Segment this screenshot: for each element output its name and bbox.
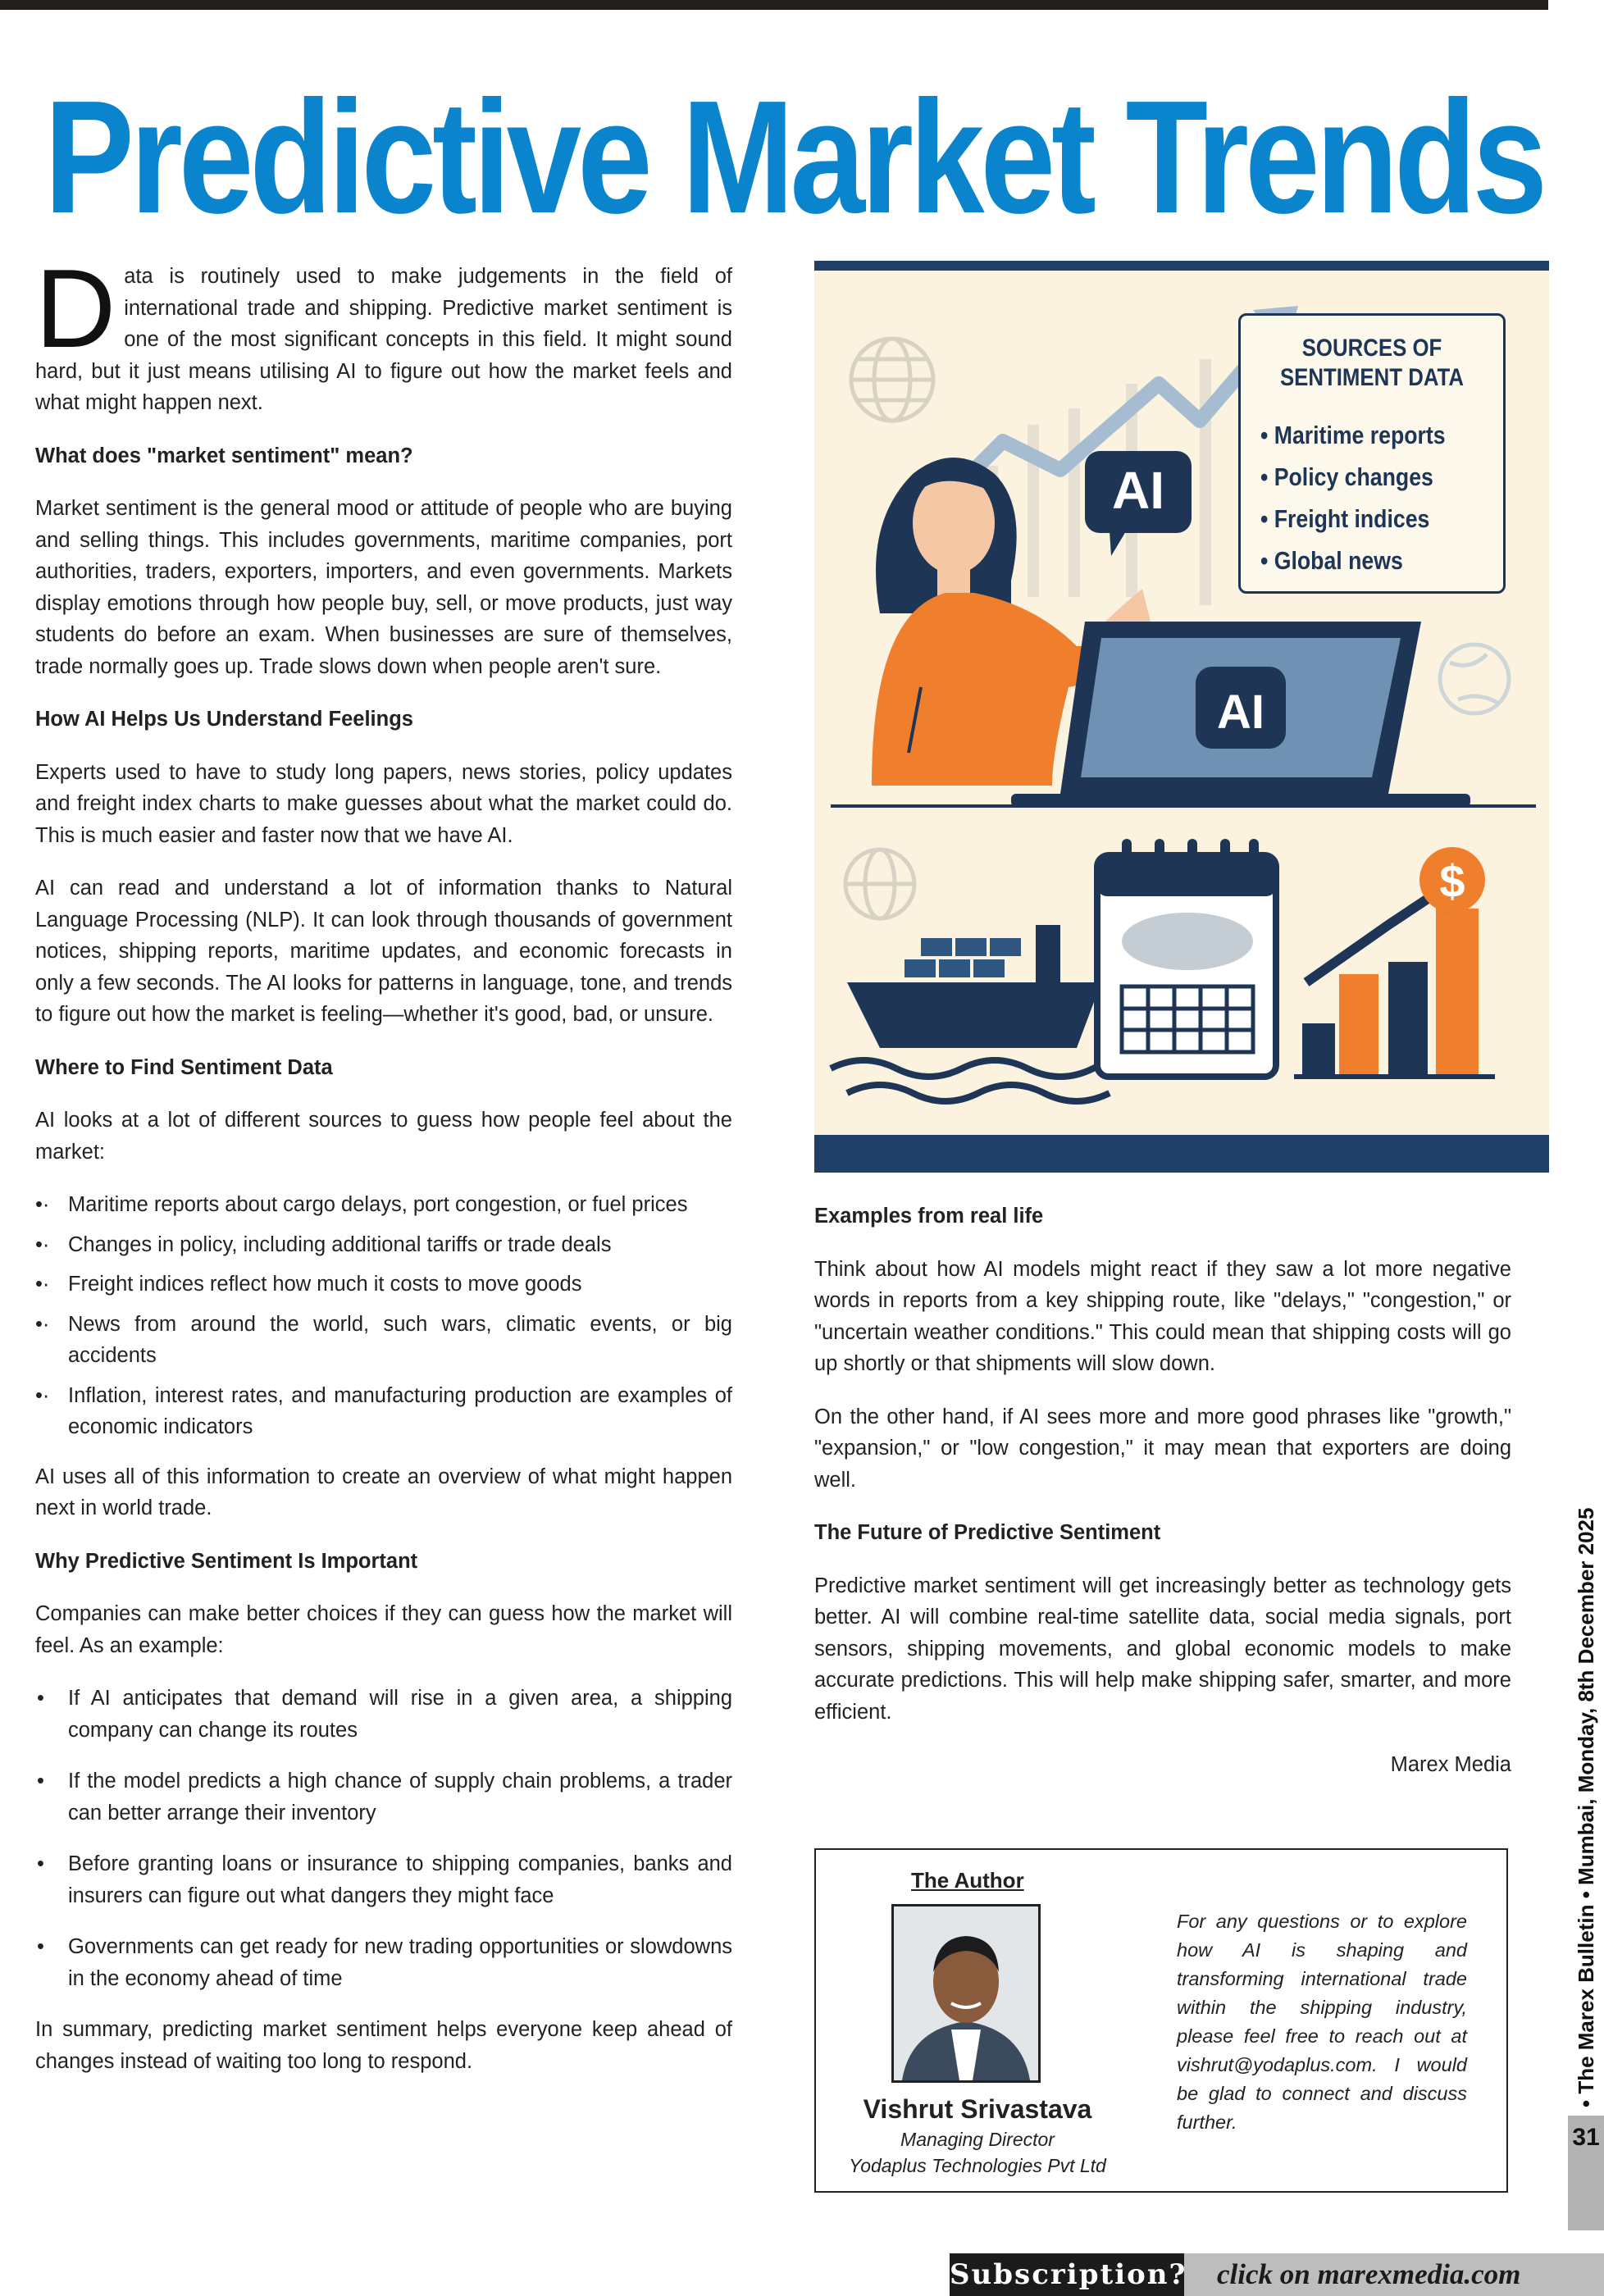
svg-text:AI: AI: [1112, 461, 1164, 520]
subscription-link[interactable]: click on marexmedia.com: [1217, 2258, 1521, 2290]
paragraph-summary: In summary, predicting market sentiment helps everyone keep ahead of changes instead of waiting too long to respond.: [35, 2018, 732, 2073]
heading-future: The Future of Predictive Sentiment: [814, 1521, 1161, 1544]
author-name: Vishrut Srivastava: [863, 2094, 1092, 2124]
paragraph-examples-1: Think about how AI models might react if they saw a lot more negative words in reports from a key shipping route, like "delays," "congestion," or "uncertain weather conditions." This could mean that shipping costs will go up shortly or that shipments will slow down.: [814, 1257, 1511, 1375]
calendar-icon: [1097, 839, 1276, 1077]
article-signature: Marex Media: [1390, 1753, 1511, 1776]
drop-cap: D: [35, 246, 116, 371]
paragraph-examples-2: On the other hand, if AI sees more and more good phrases like "growth," "expansion," or "low congestion," it may mean that exporters are doing well.: [814, 1405, 1511, 1492]
sources-list: [35, 1189, 732, 1443]
paragraph-future: Predictive market sentiment will get increasingly better as technology gets better. AI will combine real-time satellite data, social media signals, port sensors, shipping movements, and global economic models to make accurate predictions. This will help make shipping safer, smarter, and more efficient.: [814, 1574, 1511, 1724]
source-item: • Global news: [1260, 540, 1446, 581]
globe-icon: [845, 850, 914, 918]
paragraph-ai-helps-2: AI can read and understand a lot of information thanks to Natural Language Processing (NLP). It can look through thousands of government notices, shipping reports, maritime updates, and economic forecasts in only a few seconds. The AI looks for patterns in language, tone, and trends to figure out how the market is feeling—whether it's good, bad, or unsure.: [35, 877, 732, 1026]
sources-box-title: SOURCES OF SENTIMENT DATA: [1279, 335, 1465, 391]
growth-chart-icon: [1294, 847, 1495, 1077]
paragraph-market-sentiment: Market sentiment is the general mood or attitude of people who are buying and selling things. This includes governments, maritime companies, port authorities, traders, exporters, importers, and even governments. Markets display emotions through how people buy, sell, or move products, just way students do before an exam. When businesses are sure of themselves, trade normally goes up. Trade slows down when people aren't sure.: [35, 497, 732, 678]
list-item: • If AI anticipates that demand will rise in a given area, a shipping company can change its routes: [35, 1683, 732, 1746]
author-contact-note: For any questions or to explore how AI is shaping and transforming international trade within the shipping industry, please feel free to reach out at vishrut@yodaplus.com. I would be glad to connect and discuss further.: [1177, 1911, 1467, 2133]
heading-ai-helps: How AI Helps Us Understand Feelings: [35, 708, 413, 731]
list-item: • Before granting loans or insurance to shipping companies, banks and insurers can figure out what dangers they might face: [35, 1848, 732, 1911]
right-column: [814, 1200, 1511, 1781]
left-column: [35, 246, 732, 2098]
heading-why-important: Why Predictive Sentiment Is Important: [35, 1549, 418, 1573]
list-item: •· Maritime reports about cargo delays, port congestion, or fuel prices: [35, 1189, 732, 1221]
list-item: • Governments can get ready for new trading opportunities or slowdowns in the economy ahead of time: [35, 1931, 732, 1994]
list-item: •· Changes in policy, including additional tariffs or trade deals: [35, 1229, 732, 1261]
heading-where-data: Where to Find Sentiment Data: [35, 1055, 333, 1079]
intro-paragraph: Data is routinely used to make judgements in the field of international trade and shipping. Predictive market sentiment is one of the most significant concepts in this field. It might sound hard, but it just means utilising AI to figure out how the market feels and what might happen next.: [35, 246, 732, 414]
paragraph-ai-helps-1: Experts used to have to study long papers, news stories, policy updates and freight index charts to make guesses about what the market could do. This is much easier and faster now that we have AI.: [35, 760, 732, 847]
paragraph-where-data-2: AI uses all of this information to create an overview of what might happen next in world trade.: [35, 1465, 732, 1519]
ai-sentiment-illustration: [814, 261, 1549, 1173]
globe-icon: [851, 339, 933, 421]
svg-text:AI: AI: [1217, 686, 1265, 739]
list-item: •· Freight indices reflect how much it costs to move goods: [35, 1269, 732, 1301]
author-role: Managing Director: [900, 2129, 1055, 2150]
list-item: • If the model predicts a high chance of supply chain problems, a trader can better arrange their inventory: [35, 1765, 732, 1829]
author-company: Yodaplus Technologies Pvt Ltd: [849, 2155, 1106, 2176]
ai-chat-icon: [1085, 451, 1192, 556]
subscription-button[interactable]: Subscription?: [950, 2253, 1184, 2296]
sources-box-list: [1260, 414, 1446, 581]
source-item: • Maritime reports: [1260, 414, 1446, 456]
list-item: •· News from around the world, such wars, climatic events, or big accidents: [35, 1309, 732, 1372]
author-heading: The Author: [911, 1868, 1024, 1893]
examples-list: [35, 1683, 732, 1994]
svg-text:$: $: [1439, 855, 1465, 907]
list-item: •· Inflation, interest rates, and manufacturing production are examples of economic indicators: [35, 1380, 732, 1443]
sources-box: [1238, 313, 1506, 594]
page-number: 31: [1572, 2124, 1600, 2151]
paragraph-where-data: AI looks at a lot of different sources to guess how people feel about the market:: [35, 1109, 732, 1164]
article-title: Predictive Market Trends: [44, 67, 1544, 247]
author-portrait-icon: [894, 1906, 1038, 2080]
globe-icon: [1440, 645, 1509, 713]
paragraph-why-important: Companies can make better choices if they can guess how the market will feel. As an example:: [35, 1602, 732, 1657]
top-rule: [0, 0, 1548, 10]
author-box: [814, 1848, 1508, 2193]
heading-examples: Examples from real life: [814, 1205, 1044, 1228]
running-head-text: • The Marex Bulletin • Mumbai, Monday, 8th December 2025: [1574, 1507, 1598, 2107]
source-item: • Policy changes: [1260, 456, 1446, 498]
illustration-bottom-band: [814, 1135, 1549, 1173]
author-photo: [891, 1904, 1041, 2083]
heading-market-sentiment: What does "market sentiment" mean?: [35, 444, 413, 467]
source-item: • Freight indices: [1260, 498, 1446, 540]
